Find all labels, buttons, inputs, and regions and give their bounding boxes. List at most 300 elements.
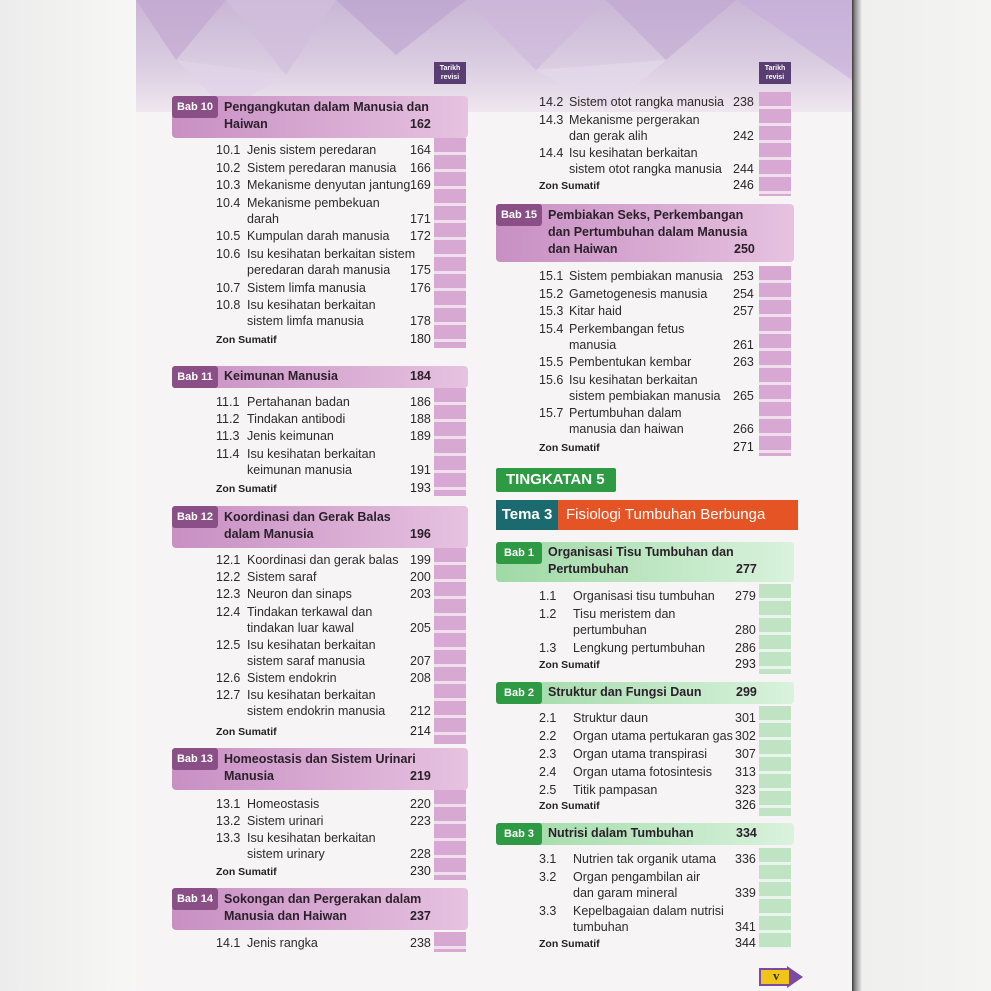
section-number: 10.1 — [216, 143, 241, 157]
zon-label: Zon Sumatif — [216, 334, 277, 346]
section-number: 13.3 — [216, 831, 241, 845]
toc-entry — [216, 935, 440, 951]
section-title — [569, 405, 684, 437]
chapter-title: Keimunan Manusia — [224, 369, 338, 383]
revisi-strip — [759, 92, 791, 196]
section-page: 223 — [410, 814, 431, 828]
section-page: 341 — [735, 920, 756, 934]
chapter-header — [496, 682, 794, 704]
tema-banner — [496, 500, 798, 530]
toc-entry — [539, 112, 763, 144]
section-number: 10.4 — [216, 195, 241, 210]
toc-entry — [216, 637, 440, 669]
section-title-line: pertumbuhan — [573, 623, 647, 637]
section-number: 15.7 — [539, 406, 564, 420]
section-title-line: Tindakan terkawal dan — [247, 604, 373, 619]
toc-entry — [216, 280, 440, 296]
section-title-line: Kumpulan darah manusia — [247, 229, 390, 244]
section-title-line: Nutrien tak organik utama — [573, 852, 717, 866]
chapter-tag: Bab 3 — [496, 823, 542, 845]
section-title — [247, 830, 376, 862]
section-title-line: Jenis sistem peredaran — [247, 143, 377, 157]
zon-page: 293 — [735, 657, 756, 671]
section-number: 10.5 — [216, 229, 241, 244]
section-title — [569, 303, 622, 319]
section-title — [247, 446, 376, 478]
chapter-tag: Bab 1 — [496, 542, 542, 564]
section-title-line: Sistem otot rangka manusia — [569, 95, 724, 109]
section-title — [247, 280, 366, 296]
toc-entry — [539, 354, 763, 370]
section-title — [569, 354, 691, 370]
section-title — [247, 177, 410, 193]
toc-entry — [216, 687, 440, 719]
section-number: 15.5 — [539, 355, 564, 369]
chapter-title: Homeostasis dan Sistem Urinari — [224, 752, 416, 766]
section-title-line: Pertahanan badan — [247, 395, 350, 409]
section-page: 228 — [410, 847, 431, 861]
section-number: 14.1 — [216, 936, 241, 950]
toc-entry — [539, 728, 765, 744]
section-page: 263 — [733, 355, 754, 369]
section-title-line: Isu kesihatan berkaitan — [247, 831, 376, 845]
section-number: 2.1 — [539, 711, 557, 725]
section-title — [569, 286, 707, 302]
zon-sumatif — [216, 726, 440, 738]
section-title-line: Sistem urinari — [247, 814, 324, 828]
section-title-line: sistem otot rangka manusia — [569, 162, 722, 176]
toc-entry — [539, 321, 763, 353]
section-page: 191 — [410, 462, 431, 477]
section-number: 10.2 — [216, 160, 241, 175]
toc-entry — [216, 142, 440, 158]
section-page: 186 — [410, 395, 431, 409]
section-title-line: sistem saraf manusia — [247, 653, 366, 668]
section-title — [569, 94, 724, 110]
section-title-line: Sistem saraf — [247, 570, 317, 585]
section-title-line: Organ pengambilan air — [573, 870, 701, 884]
toc-entry — [216, 552, 440, 568]
section-number: 14.2 — [539, 95, 564, 109]
toc-entry — [539, 405, 763, 437]
section-page: 280 — [735, 623, 756, 637]
section-number: 11.2 — [216, 412, 240, 427]
chapter-title: Manusia — [224, 769, 275, 783]
section-number: 12.4 — [216, 604, 241, 619]
section-title — [573, 903, 724, 935]
section-number: 1.2 — [539, 607, 557, 621]
chapter-title: Pembiakan Seks, Perkembangan — [548, 208, 744, 222]
chapter-page: 250 — [734, 242, 755, 256]
section-number: 12.2 — [216, 570, 241, 585]
zon-sumatif — [539, 938, 765, 950]
section-title — [247, 411, 345, 427]
section-title — [573, 782, 657, 798]
section-title — [247, 394, 350, 410]
section-title-line: Organisasi tisu tumbuhan — [573, 589, 715, 603]
toc-entry — [539, 710, 765, 726]
section-title — [573, 606, 675, 638]
section-number: 2.5 — [539, 783, 557, 797]
section-title-line: sistem endokrin manusia — [247, 704, 386, 719]
zon-page: 344 — [735, 936, 756, 950]
chapter-tag: Bab 15 — [496, 204, 542, 226]
section-title-line: Koordinasi dan gerak balas — [247, 553, 399, 567]
section-page: 313 — [735, 765, 756, 779]
section-page: 166 — [410, 160, 431, 175]
section-title — [573, 588, 715, 604]
section-title — [247, 428, 334, 444]
section-title-line: Jenis keimunan — [247, 429, 334, 444]
section-page: 261 — [733, 337, 754, 352]
section-title — [573, 764, 712, 780]
chapter-title: Pertumbuhan — [548, 562, 629, 576]
section-number: 14.4 — [539, 146, 564, 160]
section-page: 238 — [410, 936, 431, 950]
section-number: 12.5 — [216, 637, 241, 652]
zon-page: 230 — [410, 864, 431, 878]
toc-entry — [539, 588, 765, 604]
toc-entry — [216, 394, 440, 410]
section-title — [573, 728, 733, 744]
section-number: 11.1 — [216, 395, 240, 409]
section-number: 3.2 — [539, 870, 557, 884]
right-margin-shadow — [852, 0, 991, 991]
section-title-line: Isu kesihatan berkaitan — [247, 446, 376, 461]
section-page: 199 — [410, 553, 431, 567]
toc-entry — [216, 604, 440, 636]
tingkatan-label: TINGKATAN 5 — [496, 468, 616, 492]
section-number: 12.7 — [216, 688, 241, 703]
toc-entry — [539, 746, 765, 762]
section-number: 2.3 — [539, 747, 557, 761]
section-page: 323 — [735, 783, 756, 797]
section-page: 336 — [735, 852, 756, 866]
chapter-title: dan Pertumbuhan dalam Manusia — [548, 225, 748, 239]
revisi-label: Tarikh revisi — [764, 65, 786, 81]
section-title — [247, 195, 380, 227]
section-number: 15.6 — [539, 372, 564, 387]
chapter-tag: Bab 10 — [172, 96, 218, 118]
section-title — [247, 142, 376, 158]
toc-entry — [539, 372, 763, 404]
left-margin — [0, 0, 136, 991]
section-title — [247, 297, 376, 329]
section-number: 11.3 — [216, 429, 240, 444]
zon-sumatif — [216, 866, 440, 878]
toc-entry — [216, 160, 440, 176]
zon-label: Zon Sumatif — [216, 483, 277, 495]
section-title — [247, 687, 385, 719]
section-title-line: Sistem pembiakan manusia — [569, 269, 723, 283]
section-page: 339 — [735, 886, 756, 900]
section-title — [247, 228, 389, 244]
chapter-title: dalam Manusia — [224, 527, 314, 541]
chapter-title: Sokongan dan Pergerakan dalam — [224, 892, 422, 906]
section-page: 207 — [410, 653, 431, 668]
section-page: 257 — [733, 304, 754, 318]
section-title-line: tindakan luar kawal — [247, 620, 355, 635]
section-page: 279 — [735, 589, 756, 603]
section-title-line: Lengkung pertumbuhan — [573, 641, 706, 655]
section-number: 13.1 — [216, 797, 241, 811]
section-title-line: Organ utama transpirasi — [573, 747, 708, 761]
toc-entry — [216, 228, 440, 244]
section-page: 254 — [733, 286, 754, 301]
section-page: 220 — [410, 797, 431, 811]
section-title — [569, 145, 722, 177]
tema-tag: Tema 3 — [496, 500, 558, 530]
section-title-line: Jenis rangka — [247, 936, 318, 950]
section-title-line: Isu kesihatan berkaitan — [247, 637, 376, 652]
toc-entry — [539, 286, 763, 302]
section-title — [247, 586, 352, 602]
section-page: 265 — [733, 388, 754, 403]
section-number: 10.3 — [216, 178, 241, 193]
section-title-line: dan garam mineral — [573, 886, 678, 900]
chapter-page: 237 — [410, 909, 431, 923]
section-number: 11.4 — [216, 446, 240, 461]
toc-entry — [216, 411, 440, 427]
section-page: 176 — [410, 280, 431, 295]
section-number: 1.3 — [539, 641, 557, 655]
chapter-tag: Bab 2 — [496, 682, 542, 704]
toc-entry — [216, 830, 440, 862]
section-title-line: Pertumbuhan dalam — [569, 406, 682, 420]
section-title-line: manusia — [569, 337, 617, 352]
section-title — [573, 869, 700, 901]
zon-page: 326 — [735, 798, 756, 812]
toc-entry — [216, 446, 440, 478]
section-title — [573, 746, 707, 762]
toc-entry — [216, 246, 440, 278]
section-title-line: sistem pembiakan manusia — [569, 388, 721, 403]
section-title — [247, 569, 316, 585]
zon-label: Zon Sumatif — [539, 800, 600, 812]
zon-label: Zon Sumatif — [539, 659, 600, 671]
chapter-page: 219 — [410, 769, 431, 783]
toc-entry — [539, 145, 763, 177]
section-page: 302 — [735, 729, 756, 743]
toc-entry — [539, 782, 765, 798]
section-title-line: Organ utama fotosintesis — [573, 765, 712, 779]
toc-entry — [216, 813, 440, 829]
section-title-line: Sistem peredaran manusia — [247, 160, 397, 175]
section-page: 307 — [735, 747, 756, 761]
toc-entry — [216, 428, 440, 444]
zon-sumatif — [539, 180, 763, 192]
section-number: 3.1 — [539, 852, 557, 866]
chapter-header — [496, 823, 794, 845]
section-page: 301 — [735, 711, 756, 725]
section-page: 164 — [410, 143, 431, 157]
chapter-header — [172, 366, 468, 388]
section-title-line: darah — [247, 211, 279, 226]
chapter-tag: Bab 13 — [172, 748, 218, 770]
section-number: 1.1 — [539, 589, 557, 603]
section-title-line: Pembentukan kembar — [569, 355, 692, 369]
toc-entry — [539, 764, 765, 780]
section-title — [247, 670, 337, 686]
section-page: 253 — [733, 269, 754, 283]
chapter-page: 277 — [736, 562, 757, 576]
chapter-header — [496, 542, 794, 582]
section-title-line: Isu kesihatan berkaitan — [247, 298, 376, 313]
chapter-page: 299 — [736, 685, 757, 699]
section-title-line: peredaran darah manusia — [247, 263, 391, 277]
chapter-title: Nutrisi dalam Tumbuhan — [548, 826, 694, 840]
section-title-line: keimunan manusia — [247, 462, 352, 477]
zon-label: Zon Sumatif — [539, 180, 600, 192]
zon-page: 214 — [410, 724, 431, 738]
section-number: 12.3 — [216, 587, 241, 602]
section-page: 203 — [410, 587, 431, 602]
section-page: 172 — [410, 229, 431, 244]
revisi-label: Tarikh revisi — [439, 65, 461, 81]
section-title-line: Kitar haid — [569, 304, 622, 318]
zon-sumatif — [539, 800, 765, 812]
chapter-page: 196 — [410, 527, 431, 541]
section-number: 3.3 — [539, 904, 557, 918]
section-title-line: Tisu meristem dan — [573, 607, 676, 621]
section-page: 208 — [410, 671, 431, 685]
chapter-header — [172, 748, 468, 790]
zon-page: 246 — [733, 178, 754, 192]
tema-title: Fisiologi Tumbuhan Berbunga — [558, 500, 798, 530]
section-page: 175 — [410, 263, 431, 277]
section-title — [569, 112, 700, 144]
section-number: 13.2 — [216, 814, 241, 828]
section-title-line: sistem limfa manusia — [247, 314, 364, 329]
zon-label: Zon Sumatif — [539, 938, 600, 950]
section-number: 2.2 — [539, 729, 557, 743]
chapter-header — [172, 888, 468, 930]
section-title-line: Mekanisme pergerakan — [569, 112, 700, 127]
section-page: 266 — [733, 422, 754, 436]
section-page: 200 — [410, 570, 431, 585]
section-number: 2.4 — [539, 765, 557, 779]
section-number: 15.3 — [539, 304, 564, 318]
section-title-line: sistem urinary — [247, 847, 325, 861]
zon-page: 271 — [733, 440, 754, 454]
section-title — [569, 372, 720, 404]
toc-entry — [539, 268, 763, 284]
section-title-line: Neuron dan sinaps — [247, 587, 352, 602]
toc-entry — [216, 195, 440, 227]
chapter-header — [496, 204, 794, 262]
section-title-line: Sistem limfa manusia — [247, 280, 366, 295]
section-title — [247, 813, 323, 829]
section-title-line: Isu kesihatan berkaitan — [569, 372, 698, 387]
toc-entry — [216, 796, 440, 812]
section-page: 286 — [735, 641, 756, 655]
revisi-header-left — [434, 62, 466, 84]
section-number: 15.1 — [539, 269, 564, 283]
section-title — [573, 710, 648, 726]
section-title-line: Isu kesihatan berkaitan sistem — [247, 247, 416, 261]
section-page: 189 — [410, 429, 431, 444]
zon-page: 180 — [410, 332, 431, 346]
section-title-line: Organ utama pertukaran gas — [573, 729, 733, 743]
chapter-page: 334 — [736, 826, 757, 840]
section-page: 238 — [733, 95, 754, 109]
chapter-tag: Bab 11 — [172, 366, 218, 388]
toc-entry — [216, 586, 440, 602]
toc-entry — [216, 297, 440, 329]
section-title — [247, 604, 372, 636]
toc-entry — [539, 606, 765, 638]
section-title-line: Struktur daun — [573, 711, 649, 725]
section-number: 10.8 — [216, 298, 241, 313]
section-title-line: Isu kesihatan berkaitan — [247, 688, 376, 703]
toc-entry — [539, 869, 765, 901]
revisi-header-right — [759, 62, 791, 84]
zon-sumatif — [539, 659, 765, 671]
chapter-page: 184 — [410, 369, 431, 383]
section-title-line: Kepelbagaian dalam nutrisi — [573, 904, 724, 918]
section-title — [247, 552, 399, 568]
section-page: 169 — [410, 178, 431, 193]
section-title-line: manusia dan haiwan — [569, 422, 684, 436]
toc-entry — [539, 94, 763, 110]
zon-label: Zon Sumatif — [539, 442, 600, 454]
toc-entry — [216, 569, 440, 585]
section-title-line: Isu kesihatan berkaitan — [569, 146, 698, 160]
section-title — [247, 246, 415, 278]
section-number: 10.7 — [216, 280, 241, 295]
section-title-line: Titik pampasan — [573, 783, 658, 797]
section-title — [247, 637, 376, 669]
section-title-line: Sistem endokrin — [247, 671, 337, 685]
section-number: 15.4 — [539, 321, 564, 336]
chapter-header — [172, 96, 468, 138]
toc-entry — [539, 303, 763, 319]
zon-sumatif — [216, 483, 440, 495]
section-title — [569, 268, 723, 284]
chapter-title: dan Haiwan — [548, 242, 618, 256]
section-title-line: Perkembangan fetus — [569, 321, 685, 336]
toc-entry — [539, 903, 765, 935]
section-number: 15.2 — [539, 286, 564, 301]
zon-label: Zon Sumatif — [216, 866, 277, 878]
chapter-tag: Bab 14 — [172, 888, 218, 910]
chapter-page: 162 — [410, 117, 431, 131]
section-page: 242 — [733, 128, 754, 143]
chapter-title: Manusia dan Haiwan — [224, 909, 347, 923]
toc-entry — [216, 670, 440, 686]
zon-sumatif — [216, 334, 440, 346]
section-title — [247, 935, 318, 951]
section-title-line: Tindakan antibodi — [247, 412, 346, 427]
chapter-title: Pengangkutan dalam Manusia dan — [224, 100, 429, 114]
section-title-line: Homeostasis — [247, 797, 320, 811]
zon-sumatif — [539, 442, 763, 454]
toc-entry — [539, 851, 765, 867]
section-page: 188 — [410, 412, 431, 427]
page-number: v — [773, 968, 780, 983]
section-page: 212 — [410, 704, 431, 719]
section-title — [573, 851, 716, 867]
chapter-header — [172, 506, 468, 548]
chapter-title: Struktur dan Fungsi Daun — [548, 685, 702, 699]
chapter-tag: Bab 12 — [172, 506, 218, 528]
section-number: 14.3 — [539, 112, 564, 127]
section-page: 178 — [410, 314, 431, 329]
section-title — [573, 640, 705, 656]
section-page: 244 — [733, 162, 754, 176]
zon-page: 193 — [410, 481, 431, 495]
chapter-title: Koordinasi dan Gerak Balas — [224, 510, 391, 524]
